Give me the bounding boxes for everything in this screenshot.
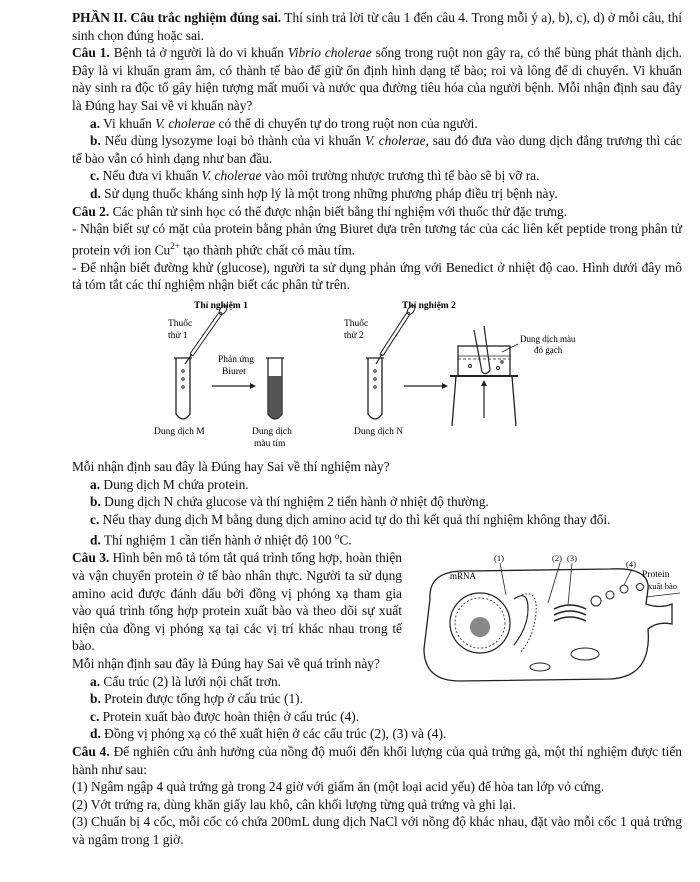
option-text: vào môi trường nhược trương thì tế bào sẽ bị vỡ ra. — [261, 168, 540, 184]
option-text: Cấu trúc (2) là lưới nội chất trơn. — [103, 673, 282, 689]
option-label: b. — [90, 691, 101, 707]
rough-er — [514, 596, 528, 645]
arrow-head — [250, 383, 256, 389]
mitochondrion — [571, 648, 599, 660]
q1-option-a — [72, 115, 682, 133]
q3-option-c — [72, 708, 682, 726]
part-instruction: Thí sinh trả lời từ câu 1 đến câu 4. Trong mỗi ý a), b), c), d) ở mỗi câu, thí sinh chọn đúng hoặc sai. — [72, 10, 682, 43]
q4-step-3: (3) Chuẩn bị 4 cốc, mỗi cốc có chứa 200mL dung dịch NaCl với nồng độ khác nhau, đặt vào mỗi cốc 1 quả trứng và ngâm trong 1 giờ. — [72, 814, 682, 847]
red-label-2: đỏ gạch — [534, 344, 563, 355]
pointer-4 — [624, 569, 632, 585]
option-text: Nếu đưa vi khuẩn — [102, 168, 202, 184]
part-header — [72, 9, 682, 44]
q4-step-1: (1) Ngâm ngập 4 quả trứng gà trong 24 giờ với giấm ăn (một loại acid yếu) để hòa tan lớp vỏ cứng. — [72, 779, 605, 795]
q1-stem — [72, 44, 682, 114]
q2-option-b — [72, 493, 682, 511]
q3-block — [72, 549, 682, 672]
experiment-diagram — [72, 296, 632, 458]
arrow-head — [442, 383, 448, 389]
experiment-figure — [72, 296, 682, 458]
q2-stem — [72, 203, 682, 221]
solution-n-label: Dung dịch N — [354, 426, 404, 437]
water-bath — [450, 326, 518, 426]
q1-text: Bệnh tả ở người là do vi khuẩn — [113, 45, 288, 61]
solution-m-label: Dung dịch M — [154, 426, 205, 437]
nucleolus — [470, 617, 490, 637]
superscript: 2+ — [170, 240, 180, 251]
q2-option-d — [72, 528, 682, 549]
purple-label-2: màu tím — [254, 438, 286, 449]
reagent2-label: Thuốc — [344, 318, 369, 329]
option-text: Dung dịch M chứa protein. — [103, 476, 249, 492]
reaction-label: Phản ứng — [218, 354, 255, 365]
option-text: Sử dụng thuốc kháng sinh hợp lý là một trong những phương pháp điều trị bệnh này. — [104, 185, 558, 201]
q3-option-d — [72, 725, 682, 743]
reagent2-label-2: thử 2 — [344, 330, 364, 341]
marker-4: (4) — [626, 559, 636, 570]
secretion-arrow — [646, 593, 680, 597]
option-text: Đồng vị phóng xạ có thể xuất hiện ở các cấu trúc (2), (3) và (4). — [104, 726, 447, 742]
option-label: d. — [90, 185, 101, 201]
reaction-label-2: Biuret — [222, 366, 246, 377]
option-label: b. — [90, 133, 101, 149]
option-label: c. — [90, 168, 100, 184]
pipette-2 — [376, 304, 416, 364]
tube-purple — [266, 358, 284, 419]
pointer-1 — [500, 563, 506, 595]
golgi — [554, 605, 586, 609]
exp1-title: Thí nghiệm 1 — [194, 300, 248, 311]
purple-label: Dung dịch — [252, 426, 292, 437]
species-name: Vibrio cholerae — [287, 45, 372, 61]
q2-option-c — [72, 511, 682, 529]
q3-label: Câu 3. — [72, 550, 110, 566]
option-label: d. — [90, 726, 101, 742]
mrna-label: mRNA — [450, 571, 477, 582]
q2-line-text: tạo thành phức chất có màu tím. — [179, 242, 356, 258]
cell-figure — [410, 549, 682, 696]
option-text: có thể di chuyển tự do trong ruột non của người. — [215, 115, 478, 131]
protein-label-2: xuất bào — [648, 581, 678, 592]
reagent1-label-2: thử 1 — [168, 330, 188, 341]
marker-1: (1) — [494, 553, 504, 564]
exp2-title: Thí nghiệm 2 — [402, 300, 456, 311]
marker-3: (3) — [567, 553, 577, 564]
option-text: Vi khuẩn — [103, 115, 156, 131]
option-label: a. — [90, 115, 101, 131]
part-title: PHẦN II. Câu trắc nghiệm đúng sai. — [72, 10, 282, 25]
species-name: V. cholerae — [201, 168, 262, 184]
option-label: b. — [90, 494, 101, 510]
q4-step-2: (2) Vớt trứng ra, dùng khăn giấy lau khô, cân khối lượng từng quả trứng và ghi lại. — [72, 796, 516, 812]
option-text: Protein được tổng hợp ở cấu trúc (1). — [104, 691, 303, 707]
red-label: Dung dịch màu — [520, 333, 576, 344]
q4-label: Câu 4. — [72, 743, 110, 759]
degree-sign: o — [334, 531, 340, 542]
option-label: a. — [90, 476, 101, 492]
q4-stem — [72, 743, 682, 778]
q1-option-d — [72, 185, 682, 203]
q2-line-2 — [72, 259, 682, 294]
q2-label: Câu 2. — [72, 203, 110, 219]
q1-text-cont: sống trong ruột non gây ra, có thể bùng phát thành dịch. Đây là vi khuẩn gram âm, có thành tế bào để giữ ổn định hình dạng tế bào; roi và lông để di chuyển. Vi khuẩn này sinh ra độc tố gây hiện tượng mất muối và nước qua đường tiêu hóa của người bệnh. Mỗi nhận định sau đây là Đúng hay Sai về vi khuẩn này? — [72, 45, 682, 113]
option-text: C. — [339, 532, 352, 548]
option-label: a. — [90, 673, 101, 689]
q3-text: Hình bên mô tả tóm tắt quá trình tổng hợp, hoàn thiện và vận chuyển protein ở tế bào nhân thực. Người ta sử dụng amino acid được đánh dấu bởi đồng vị phóng xạ tham gia vào quá trình tổng hợp protein xuất bào và theo dõi sự xuất hiện của đồng vị phóng xạ tại các vị trí khác nhau trong tế bào. — [72, 550, 402, 654]
option-label: d. — [90, 532, 101, 548]
tube-n — [366, 358, 384, 419]
q2-line-text: - Nhận biết sự có mặt của protein bằng phản ứng Biuret dựa trên tương tác của các liên kết peptide trong phân tử protein với ion Cu — [72, 221, 682, 258]
tube-m — [174, 358, 192, 419]
q4-text: Để nghiên cứu ảnh hưởng của nồng độ muối đến khối lượng của quả trứng gà, một thí nghiệm được tiến hành như sau: — [72, 743, 682, 777]
exam-page — [72, 9, 682, 849]
option-text: Dung dịch N chứa glucose và thí nghiệm 2 tiến hành ở nhiệt độ thường. — [104, 494, 489, 510]
option-text: Nếu thay dung dịch M bằng dung dịch amino acid tự do thì kết quả thí nghiệm không thay đổi. — [102, 511, 611, 527]
reagent1-label: Thuốc — [168, 318, 193, 329]
option-text: Nếu dùng lysozyme loại bỏ thành của vi khuẩn — [104, 133, 366, 149]
option-text: Thí nghiệm 1 cần tiến hành ở nhiệt độ 100 — [103, 532, 335, 548]
q3-question: Mỗi nhận định sau đây là Đúng hay Sai về quá trình này? — [72, 655, 380, 671]
q2-line-text: - Để nhận biết đường khử (glucose), người ta sử dụng phản ứng với Benedict ở nhiệt độ cao. Hình dưới đây mô tả tóm tắt các thí nghiệm nhận biết các phân tử trên. — [72, 259, 682, 293]
option-text: Protein xuất bào được hoàn thiện ở cấu trúc (4). — [102, 708, 360, 724]
species-name: V. cholerae — [365, 133, 426, 149]
cell-diagram — [410, 549, 682, 691]
q2-line-1 — [72, 220, 682, 259]
q2-text: Các phân tử sinh học có thể được nhận biết bằng thí nghiệm với thuốc thử đặc trưng. — [112, 203, 568, 219]
option-label: c. — [90, 708, 100, 724]
species-name: V. cholerae — [155, 115, 216, 131]
protein-label: Protein — [642, 570, 670, 581]
q2-question: Mỗi nhận định sau đây là Đúng hay Sai về thí nghiệm này? — [72, 458, 390, 474]
q3-text-column — [72, 549, 402, 672]
q3-stem — [72, 549, 402, 655]
q1-option-c — [72, 167, 682, 185]
option-text: , sau đó đưa vào dung dịch đẳng trương thì các tế bào vẫn có hình dạng như ban đầu. — [72, 133, 683, 166]
marker-2: (2) — [552, 553, 562, 564]
vesicle — [591, 596, 601, 606]
q2-option-a — [72, 476, 682, 494]
option-label: c. — [90, 511, 100, 527]
q1-option-b — [72, 132, 682, 167]
pointer-2 — [548, 563, 560, 603]
q1-label: Câu 1. — [72, 45, 110, 61]
